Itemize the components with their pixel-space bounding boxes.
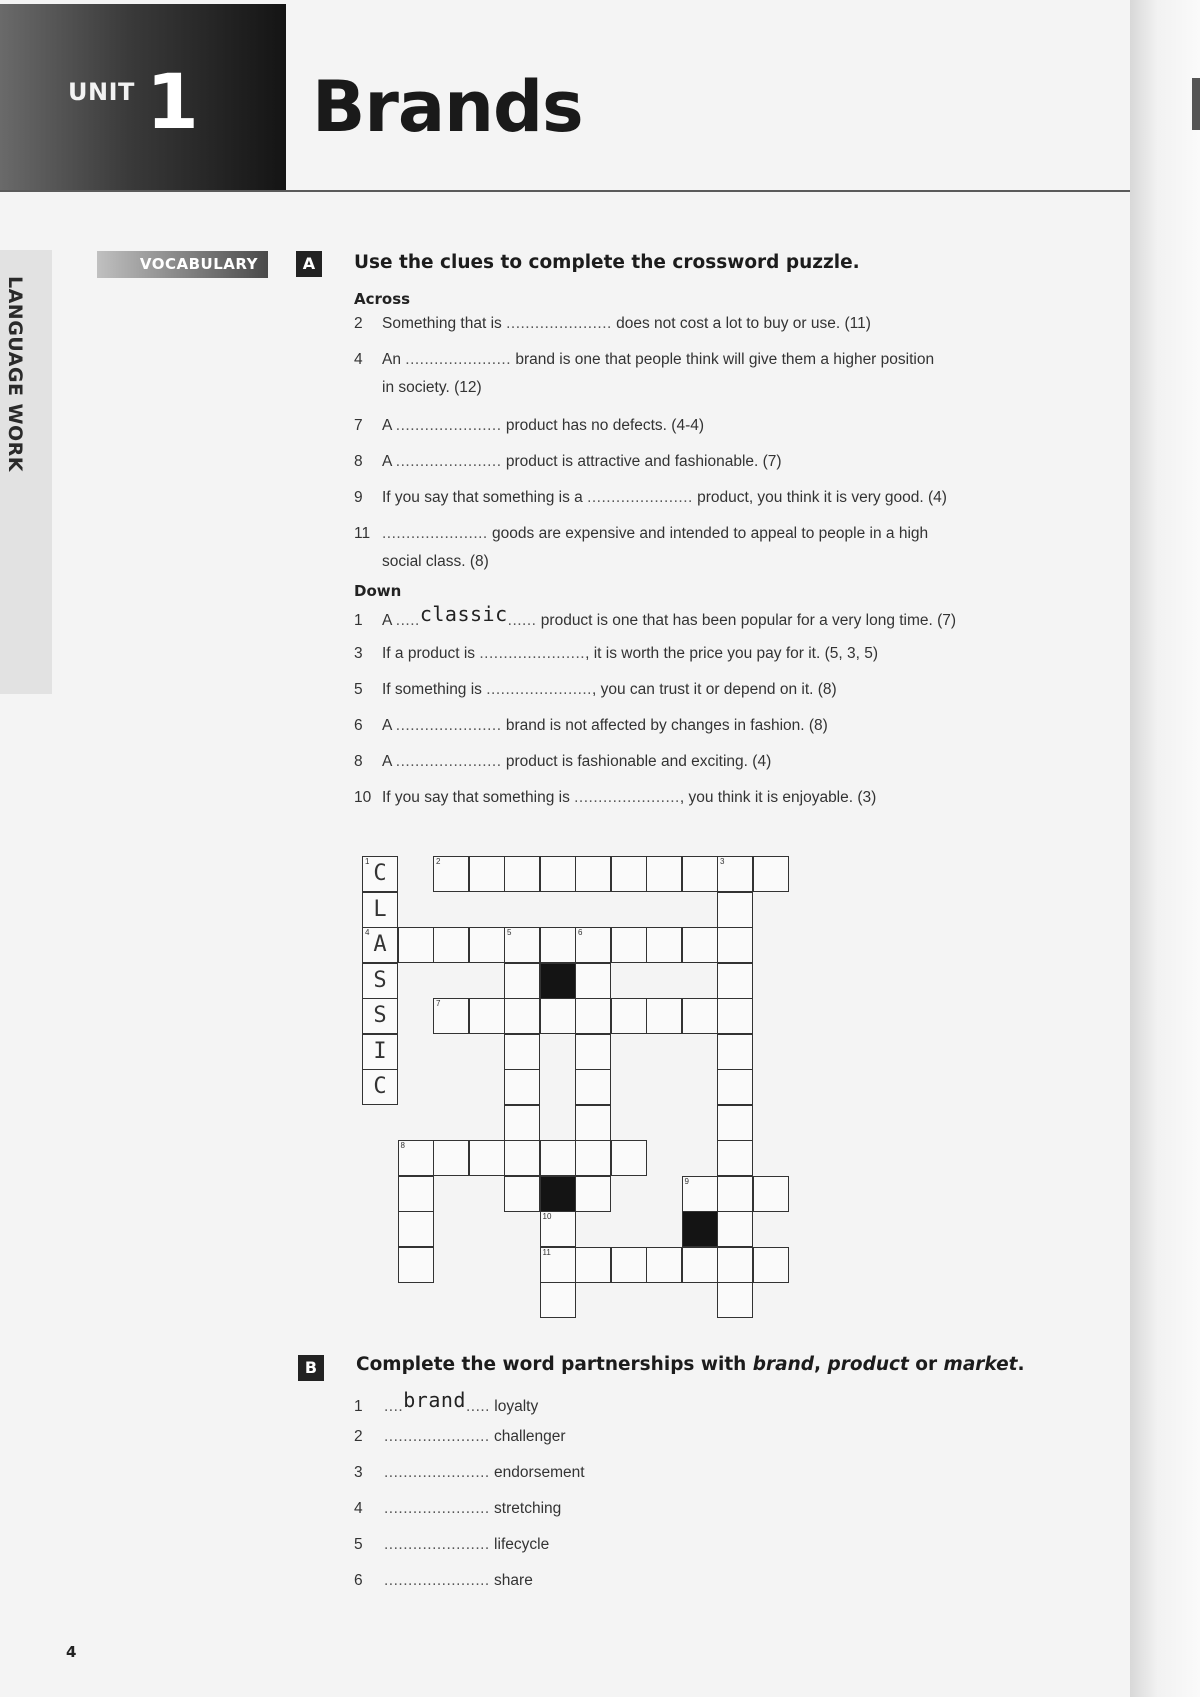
crossword-cell[interactable] (504, 856, 540, 892)
clue-number: 3 (354, 645, 363, 662)
answer-blank[interactable]: ...................... (405, 351, 512, 368)
down-clue-10 (354, 784, 876, 812)
cell-clue-number: 2 (436, 857, 441, 866)
crossword-cell[interactable] (682, 1247, 718, 1283)
answer-blank[interactable]: ...................... (395, 717, 502, 734)
down-clue-6 (354, 712, 828, 740)
clue-text-before: A (382, 612, 396, 629)
instruction-text: Complete the word partnerships with (356, 1354, 753, 1375)
handwritten-answer: classic (419, 602, 508, 626)
cell-clue-number: 4 (365, 928, 370, 937)
crossword-cell[interactable] (717, 1211, 753, 1247)
answer-blank[interactable]: ...................... (486, 681, 592, 698)
crossword-cell[interactable] (717, 1247, 753, 1283)
crossword-cell[interactable] (362, 998, 398, 1034)
crossword-cell[interactable] (504, 927, 540, 963)
partner-word: loyalty (490, 1398, 539, 1415)
partner-word: share (489, 1572, 533, 1589)
answer-blank[interactable]: ...................... (506, 315, 612, 332)
crossword-cell[interactable] (646, 927, 682, 963)
handwritten-answer: brand (403, 1388, 466, 1412)
down-clue-5 (354, 676, 837, 704)
gutter-tab (1192, 78, 1200, 130)
crossword-cell[interactable] (469, 856, 505, 892)
crossword-cell[interactable] (362, 892, 398, 928)
answer-blank[interactable]: ...................... (384, 1500, 490, 1517)
item-number: 5 (354, 1536, 363, 1553)
crossword-cell[interactable] (469, 998, 505, 1034)
partnership-item-1 (354, 1388, 539, 1416)
crossword-cell[interactable] (540, 927, 576, 963)
clue-text-after: goods are expensive and intended to appeal to people in a high (487, 525, 929, 542)
clue-text-after: brand is not affected by changes in fashion. (8) (501, 717, 828, 734)
crossword-cell[interactable] (504, 1034, 540, 1070)
crossword-cell[interactable] (575, 1105, 611, 1141)
crossword-cell[interactable] (575, 1140, 611, 1176)
crossword-cell[interactable] (362, 856, 398, 892)
crossword-black-cell (540, 963, 576, 999)
clue-text-after: product is attractive and fashionable. (7) (501, 453, 782, 470)
clue-text-before: If a product is (382, 645, 480, 662)
clue-number: 11 (354, 525, 371, 542)
section-b-instruction (356, 1354, 1025, 1375)
crossword-cell[interactable] (611, 1140, 647, 1176)
partnership-item-5 (354, 1536, 549, 1554)
crossword-cell[interactable] (717, 998, 753, 1034)
crossword-cell[interactable] (504, 1105, 540, 1141)
crossword-cell[interactable] (717, 1140, 753, 1176)
answer-blank[interactable]: ...................... (384, 1464, 490, 1481)
answer-blank[interactable]: ...................... (384, 1428, 490, 1445)
cell-clue-number: 9 (684, 1176, 689, 1186)
cell-letter: S (373, 1003, 387, 1028)
unit-box (0, 4, 286, 192)
crossword-cell[interactable] (504, 1069, 540, 1105)
crossword-cell[interactable] (362, 927, 398, 963)
crossword-cell[interactable] (575, 1069, 611, 1105)
crossword-cell[interactable] (540, 1140, 576, 1176)
page-gutter (1130, 0, 1200, 1697)
crossword-cell[interactable] (504, 1140, 540, 1176)
clue-number: 5 (354, 681, 363, 698)
clue-number: 10 (354, 789, 372, 806)
partnership-item-6 (354, 1572, 533, 1590)
across-clue-9 (354, 484, 947, 512)
partner-word: endorsement (489, 1464, 585, 1481)
across-heading: Across (354, 290, 411, 308)
partnership-item-2 (354, 1428, 566, 1446)
answer-blank[interactable]: ...................... (574, 789, 680, 806)
clue-continuation: in society. (12) (382, 379, 482, 396)
crossword-cell[interactable] (540, 998, 576, 1034)
crossword-cell[interactable] (504, 998, 540, 1034)
section-a-letter: A (296, 251, 322, 277)
crossword-cell[interactable] (362, 1069, 398, 1105)
crossword-cell[interactable] (469, 1140, 505, 1176)
clue-text-after: brand is one that people think will give them a higher position (511, 351, 935, 368)
clue-text-after: , it is worth the price you pay for it. (5, 3, 5) (585, 645, 879, 662)
crossword-cell[interactable] (398, 1176, 434, 1212)
clue-text-before: A (382, 753, 396, 770)
clue-text-before: A (382, 417, 396, 434)
crossword-cell[interactable] (362, 963, 398, 999)
page-title: Brands (312, 66, 583, 148)
crossword-cell[interactable] (646, 998, 682, 1034)
item-number: 2 (354, 1428, 363, 1445)
crossword-cell[interactable] (682, 927, 718, 963)
keyword-brand: brand (752, 1354, 815, 1375)
clue-text-after: product is fashionable and exciting. (4) (501, 753, 772, 770)
answer-blank[interactable]: ...................... (395, 753, 502, 770)
clue-number: 1 (354, 612, 363, 629)
answer-blank[interactable]: ...................... (479, 645, 586, 662)
crossword-cell[interactable] (611, 1247, 647, 1283)
partnership-item-4 (354, 1500, 561, 1518)
crossword-cell[interactable] (575, 1034, 611, 1070)
cell-letter: C (373, 1074, 387, 1099)
answer-blank: ....brand..... (384, 1388, 490, 1415)
crossword-cell[interactable] (717, 1034, 753, 1070)
clue-text-before: If something is (382, 681, 487, 698)
clue-text-before: A (382, 717, 396, 734)
clue-text-after: does not cost a lot to buy or use. (11) (611, 315, 871, 332)
unit-number: 1 (146, 57, 199, 146)
instruction-end: . (1017, 1354, 1025, 1375)
crossword-cell[interactable] (575, 1176, 611, 1212)
crossword-cell[interactable] (682, 1176, 718, 1212)
clue-number: 8 (354, 753, 363, 770)
crossword-cell[interactable] (646, 1247, 682, 1283)
cell-clue-number: 1 (365, 857, 370, 866)
crossword-cell[interactable] (433, 1140, 469, 1176)
crossword-cell[interactable] (611, 856, 647, 892)
across-clue-7 (354, 412, 704, 440)
clue-text-before: If you say that something is (382, 789, 575, 806)
instruction-sep: , (814, 1354, 828, 1375)
partner-word: challenger (489, 1428, 566, 1445)
cell-letter: I (373, 1038, 387, 1064)
across-clue-2 (354, 310, 871, 338)
crossword-cell[interactable] (398, 927, 434, 963)
cell-clue-number: 10 (542, 1212, 552, 1221)
keyword-market: market (943, 1354, 1018, 1375)
clue-text-before: An (382, 351, 406, 368)
crossword-black-cell (540, 1176, 576, 1212)
answer-blank: .....classic...... (395, 602, 537, 629)
crossword-cell[interactable] (398, 1211, 434, 1247)
cell-clue-number: 6 (578, 928, 583, 937)
crossword-cell[interactable] (575, 963, 611, 999)
crossword-cell[interactable] (717, 856, 753, 892)
cell-clue-number: 7 (436, 999, 441, 1008)
clue-continuation: social class. (8) (382, 553, 489, 570)
clue-number: 8 (354, 453, 363, 470)
crossword-cell[interactable] (433, 856, 469, 892)
crossword-black-cell (682, 1211, 718, 1247)
crossword-cell[interactable] (753, 856, 789, 892)
crossword-cell[interactable] (469, 927, 505, 963)
answer-blank[interactable]: ...................... (384, 1536, 490, 1553)
down-heading: Down (354, 582, 402, 600)
clue-text-after: , you can trust it or depend on it. (8) (592, 681, 837, 698)
crossword-cell[interactable] (717, 1069, 753, 1105)
crossword-cell[interactable] (433, 998, 469, 1034)
across-clue-11 (354, 520, 928, 576)
clue-text-before: Something that is (382, 315, 507, 332)
crossword-cell[interactable] (646, 856, 682, 892)
item-number: 3 (354, 1464, 363, 1481)
crossword-cell[interactable] (575, 1247, 611, 1283)
side-tab-label: LANGUAGE WORK (4, 276, 26, 473)
section-b-letter: B (298, 1355, 324, 1381)
cell-clue-number: 11 (542, 1247, 551, 1257)
crossword-cell[interactable] (504, 963, 540, 999)
crossword-cell[interactable] (398, 1247, 434, 1283)
crossword-cell[interactable] (504, 1176, 540, 1212)
down-clue-1 (354, 604, 956, 635)
crossword-cell[interactable] (575, 998, 611, 1034)
crossword-cell[interactable] (682, 856, 718, 892)
crossword-cell[interactable] (717, 1282, 753, 1318)
crossword-cell[interactable] (717, 1176, 753, 1212)
crossword-cell[interactable] (540, 856, 576, 892)
clue-text-after: product is one that has been popular for a very long time. (7) (536, 612, 957, 629)
crossword-cell[interactable] (682, 998, 718, 1034)
crossword-cell[interactable] (611, 998, 647, 1034)
page-number: 4 (66, 1643, 77, 1661)
clue-text-after: product has no defects. (4-4) (501, 417, 705, 434)
cell-letter: L (373, 896, 387, 922)
clue-text-before: If you say that something is a (382, 489, 588, 506)
cell-clue-number: 8 (400, 1141, 405, 1150)
crossword-cell[interactable] (398, 1140, 434, 1176)
clue-number: 9 (354, 489, 363, 506)
crossword-cell[interactable] (717, 927, 753, 963)
answer-blank[interactable]: ...................... (587, 489, 693, 506)
down-clue-3 (354, 640, 878, 668)
crossword-cell[interactable] (611, 927, 647, 963)
crossword-cell[interactable] (753, 1247, 789, 1283)
partnership-item-3 (354, 1464, 585, 1482)
crossword-cell[interactable] (540, 1282, 576, 1318)
vocabulary-badge: VOCABULARY (97, 251, 268, 278)
crossword-cell[interactable] (433, 927, 469, 963)
clue-text-before: A (382, 453, 396, 470)
item-number: 1 (354, 1398, 363, 1415)
crossword-cell[interactable] (540, 1211, 576, 1247)
unit-label: UNIT (68, 78, 135, 106)
crossword-cell[interactable] (717, 963, 753, 999)
crossword-cell[interactable] (362, 1034, 398, 1070)
item-number: 6 (354, 1572, 363, 1589)
cell-clue-number: 5 (507, 928, 512, 937)
crossword-cell[interactable] (753, 1176, 789, 1212)
partner-word: stretching (489, 1500, 562, 1517)
answer-blank[interactable]: ...................... (384, 1572, 490, 1589)
clue-number: 4 (354, 351, 363, 368)
header-divider (0, 190, 1130, 192)
across-clue-4 (354, 346, 934, 402)
cell-letter: C (373, 861, 387, 886)
clue-text-after: , you think it is enjoyable. (3) (679, 789, 877, 806)
answer-blank[interactable]: ...................... (382, 525, 488, 542)
crossword-cell[interactable] (717, 892, 753, 928)
crossword-cell[interactable] (717, 1105, 753, 1141)
partner-word: lifecycle (489, 1536, 550, 1553)
clue-number: 7 (354, 417, 363, 434)
answer-blank[interactable]: ...................... (395, 417, 502, 434)
crossword-cell[interactable] (540, 1247, 576, 1283)
cell-letter: A (373, 932, 387, 957)
keyword-product: product (827, 1354, 909, 1375)
instruction-sep: or (908, 1354, 944, 1375)
clue-number: 2 (354, 315, 363, 332)
clue-text-after: product, you think it is very good. (4) (692, 489, 947, 506)
across-clue-8 (354, 448, 782, 476)
section-a-instruction: Use the clues to complete the crossword puzzle. (354, 252, 860, 273)
item-number: 4 (354, 1500, 363, 1517)
answer-blank[interactable]: ...................... (395, 453, 502, 470)
down-clue-8 (354, 748, 771, 776)
crossword-cell[interactable] (575, 856, 611, 892)
crossword-cell[interactable] (575, 927, 611, 963)
cell-clue-number: 3 (720, 857, 725, 866)
clue-number: 6 (354, 717, 363, 734)
cell-letter: S (373, 967, 387, 993)
